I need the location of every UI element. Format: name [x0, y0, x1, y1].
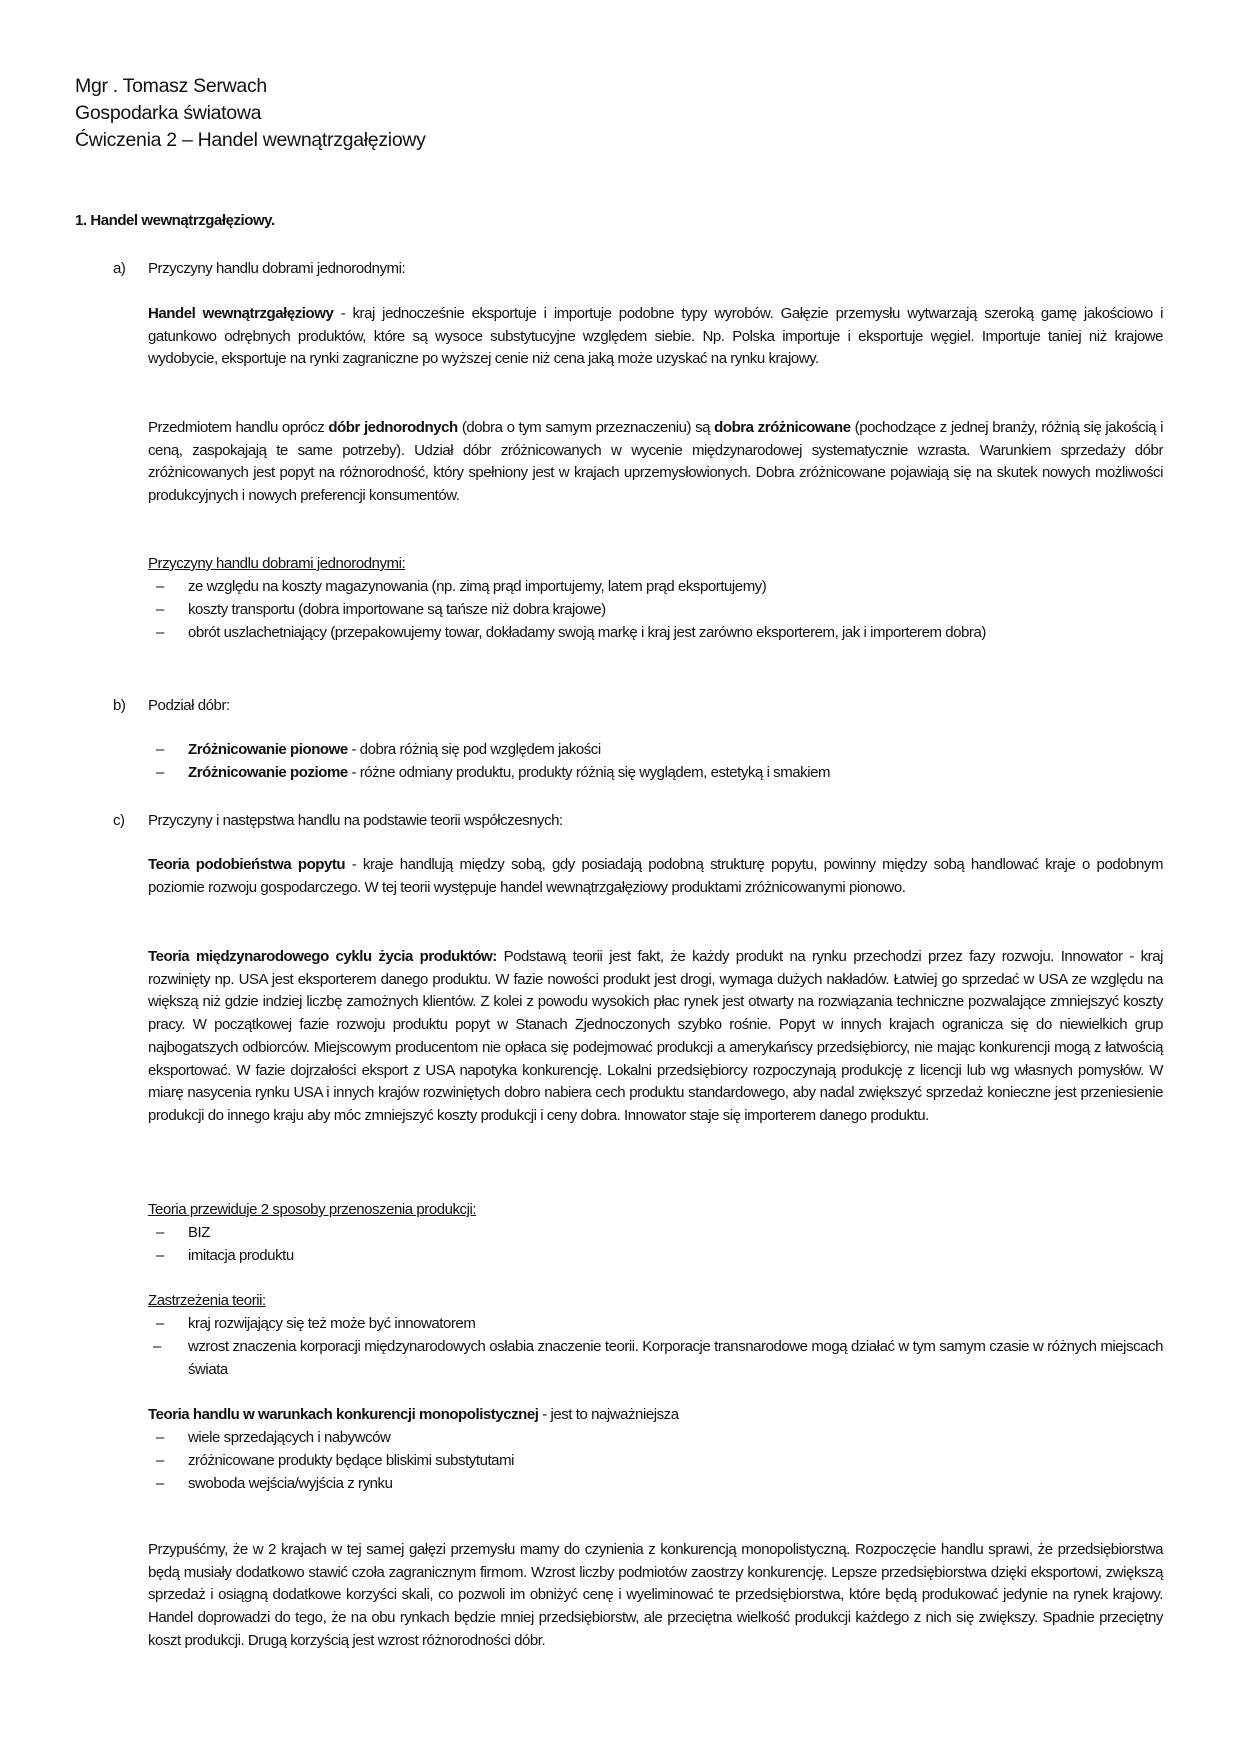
- item-marker-b: b): [113, 697, 126, 714]
- paragraph-demand-similarity: Teoria podobieństwa popytu - kraje handlują między sobą, gdy posiadają podobną strukturę popytu, powinny między sobą handlować kraje o podobnym poziomie rozwoju gospodarczego. W tej teorii występuje handel wewnątrzgałęziowy produktami zróżnicowanymi pionowo.: [148, 856, 1164, 896]
- dash-bullet-icon: –: [156, 764, 164, 781]
- term-intra-industry: Handel wewnątrzgałęziowy: [148, 305, 334, 322]
- item-marker-c: c): [113, 812, 125, 829]
- dash-bullet-icon: –: [156, 1429, 164, 1446]
- list-item: – BIZ: [188, 1222, 1168, 1245]
- list-heading-transfer: Teoria przewiduje 2 sposoby przenoszenia produkcji:: [148, 1201, 477, 1218]
- list-item: – koszty transportu (dobra importowane są tańsze niż dobra krajowe): [188, 599, 1168, 622]
- list-item: – Zróżnicowanie poziome - różne odmiany produktu, produkty różnią się wyglądem, estetyką i smakiem: [188, 762, 1168, 785]
- paragraph-final: Przypuśćmy, że w 2 krajach w tej samej gałęzi przemysłu mamy do czynienia z konkurencją monopolistyczną. Rozpoczęcie handlu sprawi, że przedsiębiorstwa będą musiały dodatkowo stawić czoła zagranicznym firmom. Wzrost liczby podmiotów zaostrzy konkurencję. Lepsze przedsiębiorstwa dzięki eksportowi, zwiększą sprzedaż i osiągną dodatkowe korzyści skali, co pozwoli im obniżyć cenę i wyeliminować te przedsiębiorstwa, które będą produkować jedynie na rynek krajowy. Handel doprowadzi do tego, że na obu rynkach będzie mniej przedsiębiorstw, ale przeciętna wielkość produkcji każdego z nich się zwiększy. Spadnie przeciętny koszt produkcji. Drugą korzyścią jest wzrost różnorodności dóbr.: [148, 1541, 1163, 1649]
- list-item: – obrót uszlachetniający (przepakowujemy towar, dokładamy swoją markę i kraj jest zarówno eksporterem, jak i importerem dobra): [188, 622, 1163, 645]
- list-heading-reasons: Przyczyny handlu dobrami jednorodnymi:: [148, 555, 406, 572]
- list-item: – swoboda wejścia/wyjścia z rynku: [188, 1473, 1168, 1496]
- dash-bullet-icon: –: [156, 741, 164, 758]
- term-demand-similarity: Teoria podobieństwa popytu: [148, 856, 346, 873]
- term-differentiated-goods: dobra zróżnicowane: [714, 419, 851, 436]
- dash-bullet-icon: –: [153, 1338, 161, 1355]
- list-item: – kraj rozwijający się też może być innowatorem: [188, 1313, 1168, 1336]
- item-title-b: Podział dóbr:: [148, 697, 230, 714]
- author-line: Mgr . Tomasz Serwach: [75, 75, 267, 97]
- term-monopolistic-competition: Teoria handlu w warunkach konkurencji monopolistycznej: [148, 1406, 539, 1423]
- list-item: – zróżnicowane produkty będące bliskimi substytutami: [188, 1450, 1168, 1473]
- dash-bullet-icon: –: [156, 1452, 164, 1469]
- course-title: Gospodarka światowa: [75, 102, 262, 124]
- section-title: 1. Handel wewnątrzgałęziowy.: [75, 212, 275, 229]
- dash-bullet-icon: –: [156, 1224, 164, 1241]
- paragraph-goods-types: Przedmiotem handlu oprócz dóbr jednorodnych (dobra o tym samym przeznaczeniu) są dobra zróżnicowane (pochodzące z jednej branży, różnią się jakością i ceną, zaspokajają te same potrzeby). Udział dóbr zróżnicowanych w wycenie międzynarodowej systematycznie wzrasta. Warunkiem sprzedaży dóbr zróżnicowanych jest popyt na różnorodność, który spełniony jest w krajach uprzemysłowionych. Dobra zróżnicowane pojawiają się na skutek nowych możliwości produkcyjnych i nowych preferencji konsumentów.: [148, 419, 1163, 505]
- list-heading-reservations: Zastrzeżenia teorii:: [148, 1292, 266, 1309]
- exercise-title: Ćwiczenia 2 – Handel wewnątrzgałęziowy: [75, 129, 426, 151]
- term-homogeneous-goods: dóbr jednorodnych: [328, 419, 458, 436]
- paragraph-product-life-cycle: Teoria międzynarodowego cyklu życia produktów: Podstawą teorii jest fakt, że każdy produkt na rynku przechodzi przez fazy rozwoju. Innowator - kraj rozwinięty np. USA jest eksporterem danego produktu. W fazie nowości produkt jest drogi, wymaga dużych nakładów. Łatwiej go sprzedać w USA ze względu na większą niż gdzie indziej liczbę zamożnych klientów. Z kolei z powodu wysokich płac rynek jest otwarty na rozwiązania techniczne pozwalające zmniejszyć koszty pracy. W początkowej fazie rozwoju produktu popyt w Stanach Zjednoczonych szybko rośnie. Popyt w innych krajach ogranicza się do niewielkich grup najbogatszych odbiorców. Miejscowym producentom nie opłaca się podejmować produkcji a amerykańscy przedsiębiorcy, nie mając konkurencji mogą z łatwością eksportować. W fazie dojrzałości eksport z USA napotyka konkurencję. Lokalni przedsiębiorcy rozpoczynają produkcję z licencji lub wg własnych pomysłów. W miarę nasycenia rynku USA i innych krajów rozwiniętych dobro nabiera cech produktu standardowego, aby nadal zwiększyć sprzedaż konieczne jest przeniesienie produkcji do innego kraju aby móc zmniejszyć koszty produkcji i ceny dobra. Innowator staje się importerem danego produktu.: [148, 948, 1163, 1124]
- item-title-a: Przyczyny handlu dobrami jednorodnymi:: [148, 260, 406, 277]
- paragraph-monopolistic-competition: Teoria handlu w warunkach konkurencji monopolistycznej - jest to najważniejsza: [148, 1406, 679, 1423]
- dash-bullet-icon: –: [156, 1247, 164, 1264]
- list-item: – imitacja produktu: [188, 1245, 1168, 1268]
- list-item: – wiele sprzedających i nabywców: [188, 1427, 1168, 1450]
- term-product-life-cycle: Teoria międzynarodowego cyklu życia produktów:: [148, 948, 497, 965]
- dash-bullet-icon: –: [156, 624, 164, 641]
- list-item: – ze względu na koszty magazynowania (np. zimą prąd importujemy, latem prąd eksportujemy): [188, 576, 1168, 599]
- paragraph-intra-industry: Handel wewnątrzgałęziowy - kraj jednocześnie eksportuje i importuje podobne typy wyrobów. Gałęzie przemysłu wytwarzają szeroką gamę jakościowo i gatunkowo odrębnych produktów, które są wysoce substytucyjne względem siebie. Np. Polska importuje i eksportuje węgiel. Importuje taniej niż krajowe wydobycie, eksportuje na rynki zagraniczne po wyższej cenie niż cena jaką może uzyskać na rynku krajowy.: [148, 305, 1163, 368]
- dash-bullet-icon: –: [156, 601, 164, 618]
- dash-bullet-icon: –: [156, 1475, 164, 1492]
- dash-bullet-icon: –: [156, 578, 164, 595]
- list-item: – wzrost znaczenia korporacji międzynarodowych osłabia znaczenie teorii. Korporacje transnarodowe mogą działać w tym samym czasie w różnych miejscach świata: [153, 1338, 1163, 1378]
- item-title-c: Przyczyny i następstwa handlu na podstawie teorii współczesnych:: [148, 812, 563, 829]
- item-marker-a: a): [113, 260, 126, 277]
- list-item: – Zróżnicowanie pionowe - dobra różnią się pod względem jakości: [188, 739, 1168, 762]
- dash-bullet-icon: –: [156, 1315, 164, 1332]
